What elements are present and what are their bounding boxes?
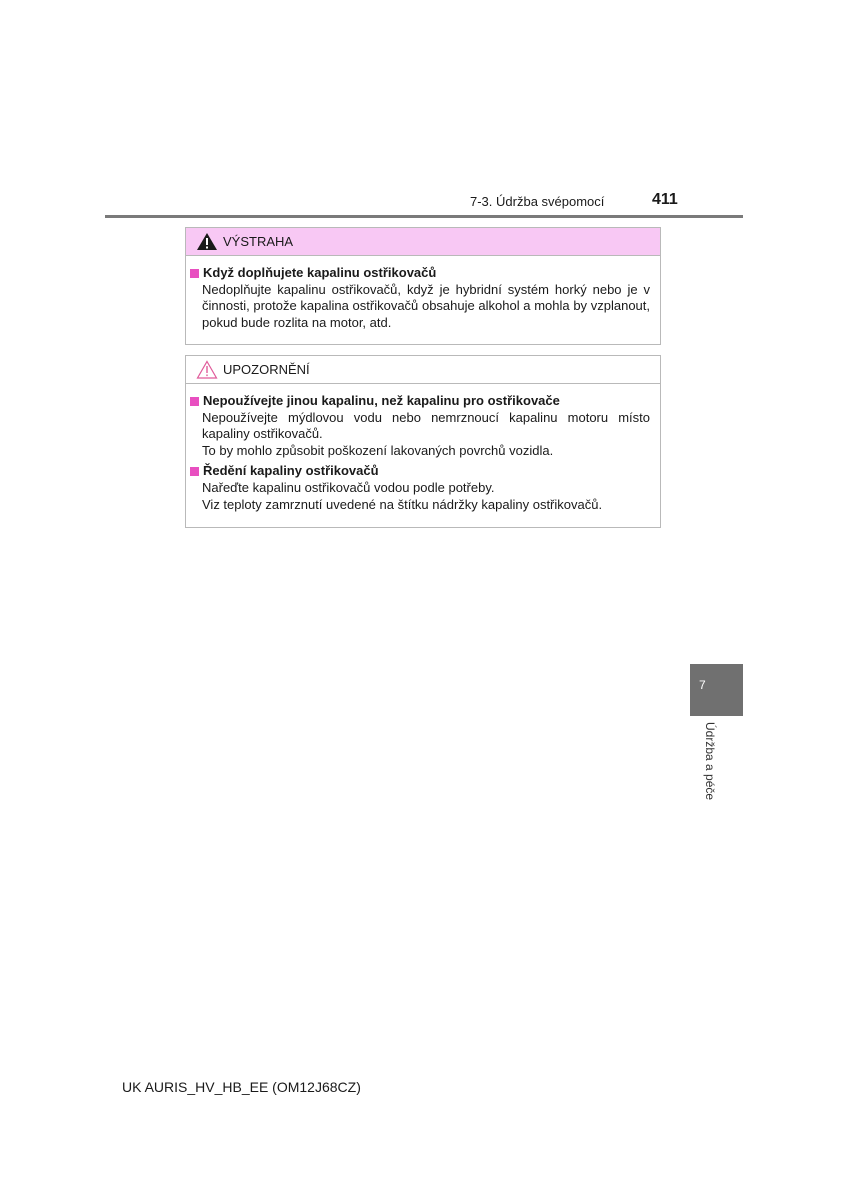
- warning-box-title: VÝSTRAHA: [223, 234, 294, 249]
- item-text: To by mohlo způsobit poškození lakovaných povrchů vozidla.: [202, 442, 554, 458]
- caution-box-header: [186, 356, 660, 384]
- item-title: Ředění kapaliny ostřikovačů: [203, 463, 379, 479]
- item-title: Nepoužívejte jinou kapalinu, než kapalinu pro ostřikovače: [203, 393, 560, 408]
- list-item: [190, 265, 650, 331]
- item-text: Nedoplňujte kapalinu ostřikovačů, když je hybridní systém horký nebo je v činnosti, protože kapalina ostřikovačů obsahuje alkohol a mohla by vzplanout, pokud bude rozlita na motor, atd.: [202, 281, 650, 330]
- header-divider: [105, 215, 743, 218]
- caution-box-title: UPOZORNĚNÍ: [223, 362, 310, 377]
- chapter-tab: [690, 664, 743, 716]
- item-text: Nařeďte kapalinu ostřikovačů vodou podle potřeby.: [202, 479, 495, 495]
- warning-box: [185, 227, 661, 345]
- item-text: Viz teploty zamrznutí uvedené na štítku nádržky kapaliny ostřikovačů.: [202, 496, 603, 512]
- chapter-label: Údržba a péče: [703, 722, 717, 801]
- item-title: Když doplňujete kapalinu ostřikovačů: [203, 265, 437, 280]
- bullet-square: [190, 269, 199, 278]
- bullet-square: [190, 397, 199, 406]
- warning-triangle-outline-icon: [196, 360, 218, 379]
- list-item: [190, 463, 650, 513]
- warning-box-header: [186, 228, 660, 256]
- caution-box-body: [186, 384, 660, 513]
- bullet-square: [190, 467, 199, 476]
- item-text: Nepoužívejte mýdlovou vodu nebo nemrznoucí kapalinu motoru místo kapaliny ostřikovačů.: [202, 409, 650, 442]
- chapter-number: 7: [699, 678, 706, 692]
- page-number: 411: [652, 191, 678, 208]
- list-item: [190, 393, 650, 459]
- warning-triangle-filled-icon: [196, 232, 218, 251]
- section-title: 7-3. Údržba svépomocí: [470, 194, 605, 209]
- footer-model-code: UK AURIS_HV_HB_EE (OM12J68CZ): [122, 1079, 361, 1095]
- caution-box: [185, 355, 661, 528]
- warning-box-body: [186, 256, 660, 331]
